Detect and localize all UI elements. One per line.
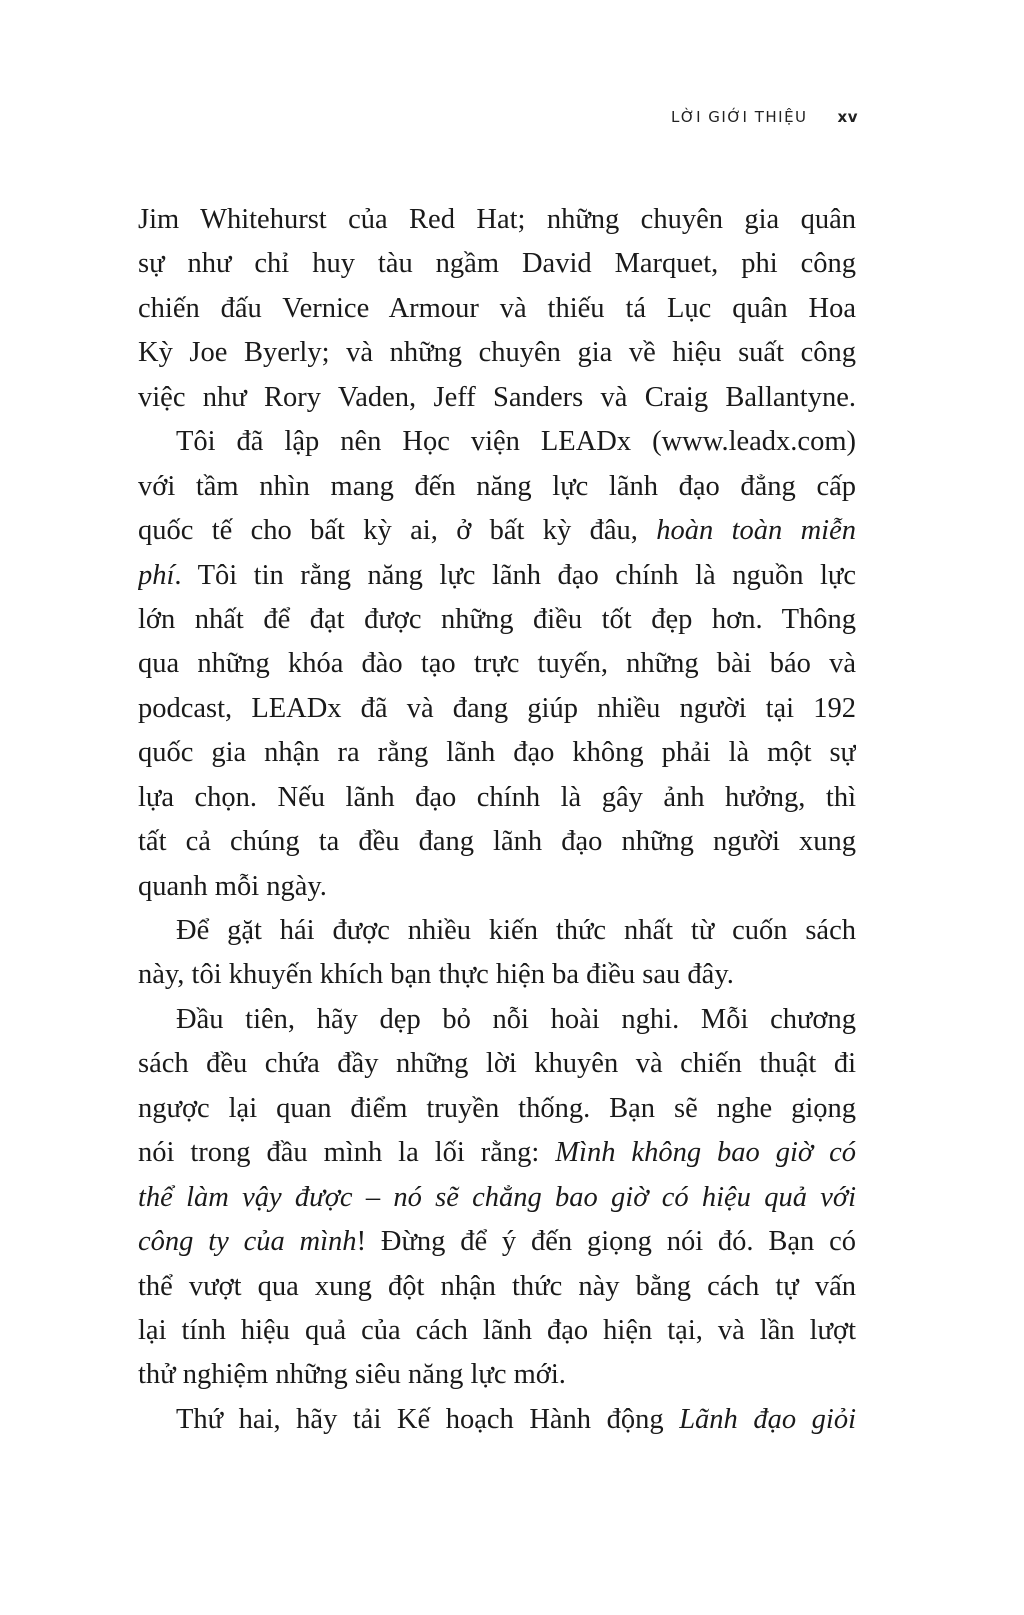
text-run: Jim Whitehurst của Red Hat; những chuyên gia quân [138, 204, 856, 235]
text-run: Để gặt hái được nhiều kiến thức nhất từ cuốn sách [176, 915, 856, 946]
italic-text: hoàn toàn miễn [656, 515, 856, 547]
text-line [138, 198, 856, 242]
text-run: . Tôi tin rằng năng lực lãnh đạo chính là nguồn lực [174, 559, 856, 591]
text-run: ngược lại quan điểm truyền thống. Bạn sẽ nghe giọng [138, 1092, 856, 1124]
text-line [138, 331, 856, 375]
text-line [138, 642, 856, 686]
text-line [138, 776, 856, 820]
text-run: thử nghiệm những siêu năng lực mới. [138, 1359, 566, 1391]
text-line [138, 420, 856, 464]
text-run: quốc gia nhận ra rằng lãnh đạo không phải là một sự [138, 737, 856, 769]
italic-text: phí [138, 559, 175, 591]
text-line [138, 554, 856, 598]
body-text [138, 198, 856, 1442]
text-run: tất cả chúng ta đều đang lãnh đạo những người xung [138, 826, 856, 858]
text-line [138, 1309, 856, 1353]
text-line [138, 909, 856, 953]
text-run: lựa chọn. Nếu lãnh đạo chính là gây ảnh hưởng, thì [138, 781, 856, 813]
text-run: chiến đấu Vernice Armour và thiếu tá Lục quân Hoa [138, 292, 856, 324]
text-run: lớn nhất để đạt được những điều tốt đẹp hơn. Thông [138, 603, 856, 635]
text-run: quốc tế cho bất kỳ ai, ở bất kỳ đâu, [138, 515, 657, 547]
text-run: này, tôi khuyến khích bạn thực hiện ba điều sau đây. [138, 959, 734, 991]
text-run: nói trong đầu mình la lối rằng: [138, 1137, 556, 1169]
text-run: thể vượt qua xung đột nhận thức này bằng cách tự vấn [138, 1270, 856, 1302]
text-line [138, 376, 856, 420]
text-line [138, 1042, 856, 1086]
text-run: sự như chỉ huy tàu ngầm David Marquet, phi công [138, 248, 856, 280]
text-run: sách đều chứa đầy những lời khuyên và chiến thuật đi [138, 1048, 856, 1080]
text-run: Thứ hai, hãy tải Kế hoạch Hành động [176, 1403, 680, 1435]
text-run: Tôi đã lập nên Học viện LEADx (www.leadx.com) [176, 426, 856, 458]
text-line [138, 820, 856, 864]
text-line [138, 1398, 856, 1442]
text-line [138, 953, 856, 997]
text-run: Đầu tiên, hãy dẹp bỏ nỗi hoài nghi. Mỗi chương [176, 1003, 856, 1035]
text-line [138, 1176, 856, 1220]
text-line [138, 1131, 856, 1175]
text-line [138, 287, 856, 331]
text-run: lại tính hiệu quả của cách lãnh đạo hiện tại, và lần lượt [138, 1314, 856, 1346]
italic-text: công ty của mình [138, 1226, 357, 1258]
text-line [138, 731, 856, 775]
italic-text: Mình không bao giờ có [555, 1137, 856, 1169]
running-header [0, 108, 858, 126]
text-run: Kỳ Joe Byerly; và những chuyên gia về hiệu suất công [138, 337, 856, 369]
text-line [138, 465, 856, 509]
text-line [138, 1220, 856, 1264]
text-line [138, 1265, 856, 1309]
text-run: podcast, LEADx đã và đang giúp nhiều người tại 192 [138, 692, 856, 724]
text-run: qua những khóa đào tạo trực tuyến, những bài báo và [138, 648, 856, 680]
text-line [138, 598, 856, 642]
text-line [138, 865, 856, 909]
text-run: ! Đừng để ý đến giọng nói đó. Bạn có [356, 1226, 856, 1258]
italic-text: Lãnh đạo giỏi [679, 1403, 856, 1435]
text-line [138, 1353, 856, 1397]
page-number: xv [837, 108, 858, 126]
text-run: việc như Rory Vaden, Jeff Sanders và Craig Ballantyne. [138, 381, 856, 413]
text-line [138, 687, 856, 731]
text-line [138, 1087, 856, 1131]
text-run: với tầm nhìn mang đến năng lực lãnh đạo đẳng cấp [138, 470, 856, 502]
italic-text: thể làm vậy được – nó sẽ chẳng bao giờ có hiệu quả với [138, 1181, 856, 1213]
text-line [138, 509, 856, 553]
text-run: quanh mỗi ngày. [138, 870, 327, 902]
section-title: LỜI GIỚI THIỆU [671, 108, 808, 126]
text-line [138, 998, 856, 1042]
text-line [138, 242, 856, 286]
